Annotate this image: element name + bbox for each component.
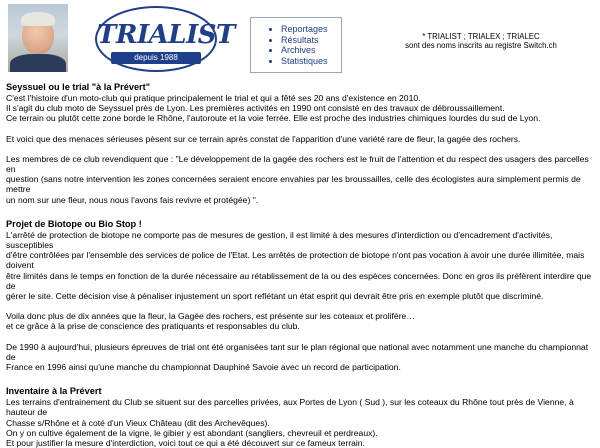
section-title-seyssuel: Seyssuel ou le trial "à la Prévert" [6,82,151,92]
text-line: un nom sur une fleur, nous nous l'avons fais revivre et protégée) ". [6,194,259,205]
trademark-note [376,32,586,51]
text-line: France en 1996 ainsi qu'une manche du championnat Dauphiné Savoie avec un record de participation. [6,362,401,373]
article-content [6,82,596,448]
section-title-biotope: Projet de Biotope ou Bio Stop ! [6,218,142,229]
logo-tagline: depuis 1988 [111,52,201,64]
paragraph [6,311,596,331]
text-line: et ce grâce à la prise de conscience des pratiquants et responsables du club. [6,321,300,332]
logo-name: TRIALIST [97,20,235,50]
text-line: C'est l'histoire d'un moto-club qui pratique principalement le trial et qui a fêté ses 20 ans d'existence en 2010. [6,93,421,103]
text-line: De 1990 à aujourd'hui, plusieurs épreuves de trial ont été organisées tant sur le plan régional que national avec notamment une manche du championnat de [6,341,589,362]
text-line: Les terrains d'entrainement du Club se situent sur des parcelles privées, aux Portes de Lyon ( Sud ), sur les coteaux du Rhône tout près de Vienne, à hauteur de [6,397,574,418]
paragraph: On y on cultive également de la vigne, le gibier y est abondant (sangliers, chevreuil et perdreaux). [6,427,378,438]
trademark-note-line1: * TRIALIST ; TRIALEX ; TRIALEC [422,32,540,41]
text-line: L'arrêté de protection de biotope ne comporte pas de mesures de gestion, il est limité à des mesures d'interdiction ou d'encadrement d'activités, susceptibles [6,229,553,251]
paragraph [6,342,596,373]
paragraph: Et pour justifier la mesure d'interdiction, voici tout ce qui a été découvert sur ce fameux terrain. [6,438,365,448]
nav-menu [250,17,342,73]
text-line: gérer le site. Cette décision vise à pénaliser injustement un sport reflétant un état esprit qui devrait être pris en exemple plutôt que discriminé. [6,291,544,302]
nav-item-statistiques [281,56,341,67]
nav-item-archives [281,45,341,56]
paragraph [6,154,596,205]
nav-list [281,24,341,66]
section-title-inventaire: Inventaire à la Prévert [6,386,102,397]
trademark-note-line2: sont des noms inscrits au registre Switch.ch [405,41,557,51]
paragraph [6,93,596,124]
text-line: Voila donc plus de dix années que la fleur, la Gagée des rochers, est présente sur les coteaux et prolifère… [6,311,415,322]
nav-link-resultats[interactable]: Résultats [281,34,319,45]
nav-item-resultats [281,35,341,46]
paragraph [6,397,596,428]
text-line: Il s'agit du club moto de Seyssuel près de Lyon. Les premières activités en 1990 ont consisté en des travaux de débroussaillement. [6,103,505,114]
nav-item-reportages [281,24,341,35]
photo-shirt [10,54,66,72]
photo-hair [21,12,55,26]
trialist-logo [95,6,235,72]
text-line: Chasse s/Rhône et à coté d'un Vieux Château (dit des Archevêques). [6,417,270,428]
page-header [0,0,600,78]
nav-link-reportages[interactable]: Reportages [281,24,328,34]
text-line: d'être contrôlées par l'ensemble des services de police de l'Etat. Les arrêtés de protection de biotope n'ont pas vocation à avoir une durée illimitée, mais doivent [6,250,585,271]
nav-link-statistiques[interactable]: Statistiques [281,55,328,66]
portrait-photo [8,4,68,72]
text-line: question (sans notre intervention les zones concernées seraient encore envahies par les broussailles, celle des écologistes aura simplement permis de mettre [6,174,581,195]
text-line: Les membres de ce club revendiquent que : "Le développement de la gagée des rochers est le fruit de l'attention et du respect des usagers des parcelles en [6,153,589,175]
nav-link-archives[interactable]: Archives [281,45,316,56]
paragraph: Et voici que des menaces sérieuses pèsent sur ce terrain après constat de l'apparition d'une variété rare de fleur, la gagée des rochers. [6,133,521,144]
text-line: être limités dans le temps en fonction de la durée nécessaire au rétablissement de la ou des espèces concernées. Donc en gros ils préfèrent interdire que de [6,270,592,291]
paragraph [6,230,596,301]
text-line: Ce terrain ou plutôt cette zone borde le Rhône, l'autoroute et la voie ferrée. Elle est proche des industries chimiques lourdes du sud de Lyon. [6,113,541,124]
